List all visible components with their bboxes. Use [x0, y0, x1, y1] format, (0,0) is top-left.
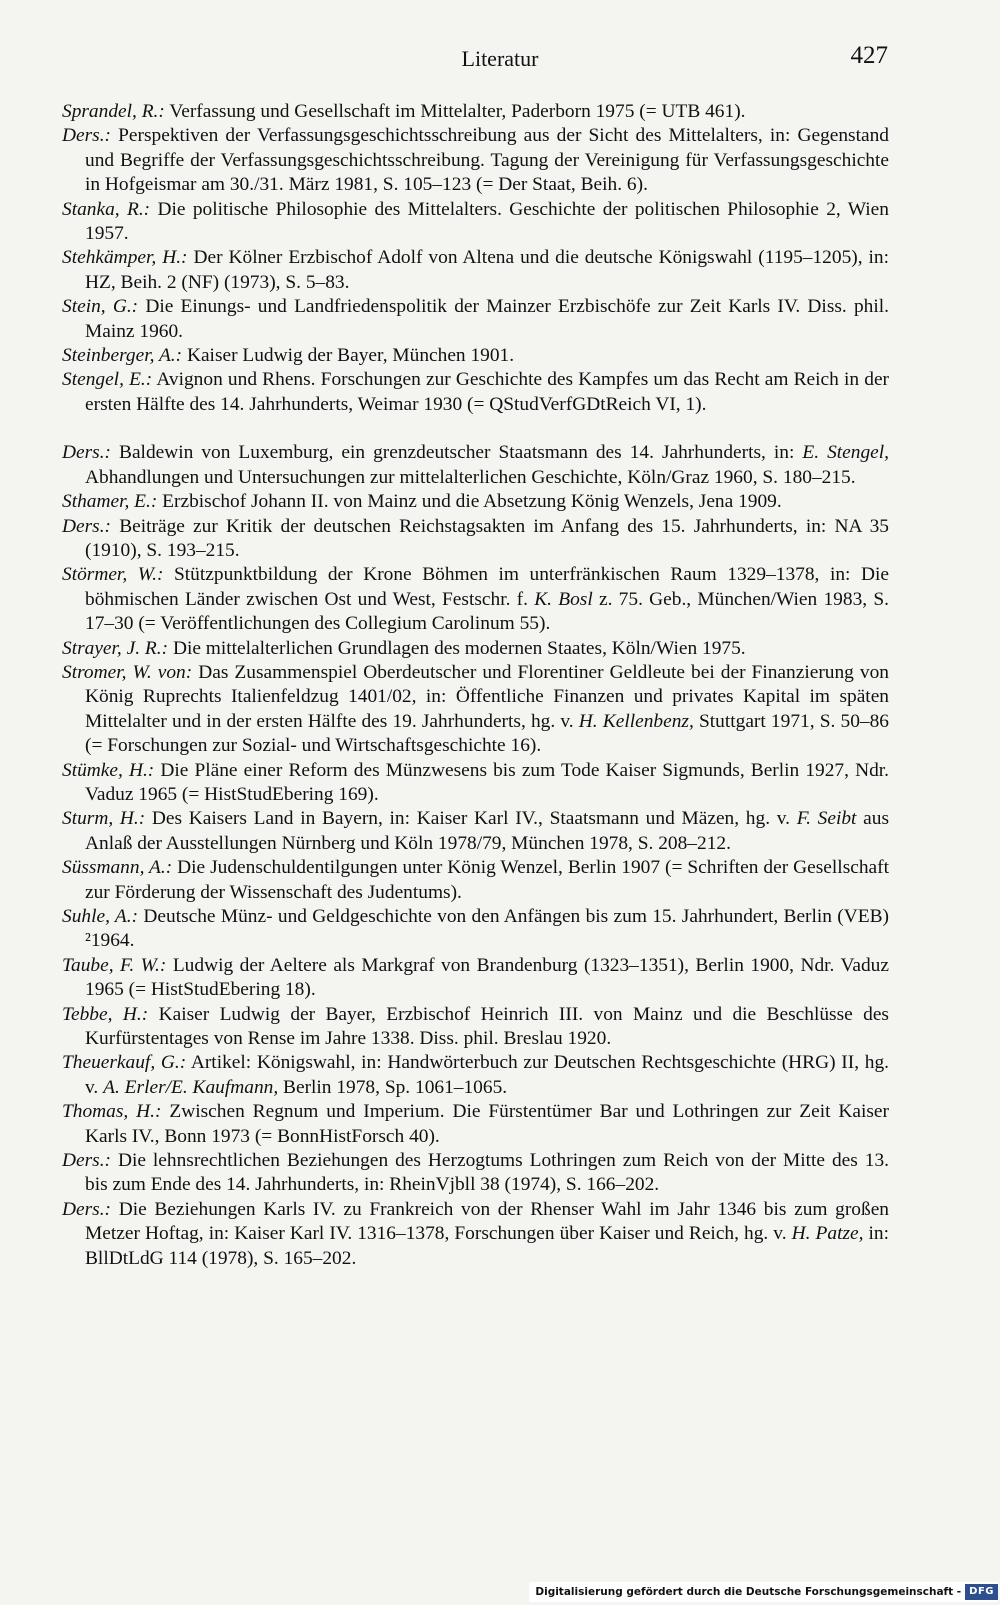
bibliography-entry [62, 661, 889, 759]
bibliography-entry [62, 515, 889, 564]
credit-text: Digitalisierung gefördert durch die Deutsche Forschungsgemeinschaft - [535, 1586, 962, 1598]
entry-editor: H. Kellenbenz, [578, 710, 694, 732]
entry-author: Ders.: [62, 1150, 112, 1172]
entry-text: Verfassung und Gesellschaft im Mittelalter, Paderborn 1975 (= UTB 461). [164, 101, 746, 122]
entry-author: Tebbe, H.: [62, 1003, 149, 1025]
entry-author: Taube, F. W.: [62, 954, 167, 976]
bibliography-entry [62, 905, 889, 954]
bibliography-entry [62, 1003, 889, 1052]
entry-text-cont: aus Anlaß der Ausstellungen Nürnberg und Köln 1978/79, München 1978, S. 208–212. [85, 808, 889, 854]
bibliography-entry [62, 344, 889, 368]
bibliography-entry [62, 856, 889, 905]
entry-editor: H. Patze, [791, 1223, 864, 1245]
bibliography-entry [62, 100, 889, 124]
entry-author: Sthamer, E.: [62, 491, 158, 513]
entry-text: Das Zusammenspiel Oberdeutscher und Florentiner Geldleute bei der Finanzierung von König Ruprechts Italienfeldzug 1401/02, in: Öffentliche Finanzen und privates Kapital im späten Mittelalter und in der ersten Hälfte des 19. Jahrhunderts, hg. v. [85, 661, 889, 732]
entry-text: Kaiser Ludwig der Bayer, München 1901. [182, 345, 515, 367]
dfg-logo-icon: DFG [965, 1584, 998, 1600]
entry-author: Ders.: [62, 1198, 112, 1220]
bibliography-entry [62, 1149, 889, 1198]
entry-text-cont: in: BllDtLdG 114 (1978), S. 165–202. [85, 1223, 889, 1269]
bibliography-entry [62, 246, 889, 295]
entry-text-cont: Stuttgart 1971, S. 50–86 (= Forschungen zur Sozial- und Wirtschaftsgeschichte 16). [85, 710, 889, 757]
entry-text: Artikel: Königswahl, in: Handwörterbuch zur Deutschen Rechtsgeschichte (HRG) II, hg. v. [85, 1052, 889, 1098]
page-header [0, 40, 1000, 80]
entry-author: Ders.: [62, 515, 112, 537]
entry-text: Die lehnsrechtlichen Beziehungen des Herzogtums Lothringen zum Reich von der Mitte des 13. bis zum Ende des 14. Jahrhunderts, in: RheinVjbll 38 (1974), S. 166–202. [85, 1150, 889, 1196]
entry-author: Thomas, H.: [62, 1101, 162, 1123]
entry-author: Stengel, E.: [62, 369, 153, 391]
entry-author: Süssmann, A.: [62, 857, 173, 879]
entry-author: Sprandel, R.: [62, 101, 165, 122]
bibliography-entry [62, 759, 889, 808]
entry-text: Beiträge zur Kritik der deutschen Reichstagsakten im Anfang des 15. Jahrhunderts, in: NA 35 (1910), S. 193–215. [85, 515, 889, 561]
digitization-credit [529, 1582, 998, 1602]
entry-text: Perspektiven der Verfassungsgeschichtsschreibung aus der Sicht des Mittelalters, in: Gegenstand und Begriffe der Verfassungsgeschichtsschreibung. Tagung der Vereinigung für Verfassungsgeschichte in Hofgeismar am 30./31. März 1981, S. 105–123 (= Der Staat, Beih. 6). [85, 125, 889, 196]
entry-author: Suhle, A.: [62, 906, 139, 927]
bibliography-entry [62, 441, 889, 490]
entry-text: Erzbischof Johann II. von Mainz und die Absetzung König Wenzels, Jena 1909. [157, 491, 782, 513]
entry-text: Baldewin von Luxemburg, ein grenzdeutscher Staatsmann des 14. Jahrhunderts, in: [111, 442, 803, 464]
entry-author: Sturm, H.: [62, 808, 146, 830]
running-title: Literatur [461, 46, 539, 71]
entry-text: Die Judenschuldentilgungen unter König Wenzel, Berlin 1907 (= Schriften der Gesellschaft zur Förderung der Wissenschaft des Judentums). [85, 857, 889, 903]
bibliography-entry [62, 198, 889, 247]
entry-author: Ders.: [62, 442, 112, 464]
bibliography-entry [62, 1100, 889, 1149]
entry-text: Die mittelalterlichen Grundlagen des modernen Staates, Köln/Wien 1975. [168, 637, 746, 659]
entry-author: Theuerkauf, G.: [62, 1052, 187, 1074]
entry-text: Die Beziehungen Karls IV. zu Frankreich von der Rhenser Wahl im Jahr 1346 bis zum großen Metzer Hoftag, in: Kaiser Karl IV. 1316–1378, Forschungen über Kaiser und Reich, hg. v. [85, 1198, 889, 1245]
entry-author: Stanka, R.: [62, 198, 151, 220]
bibliography-entry [62, 563, 889, 636]
entry-text: Ludwig der Aeltere als Markgraf von Brandenburg (1323–1351), Berlin 1900, Ndr. Vaduz 1965 (= HistStudEbering 18). [85, 954, 889, 1001]
bibliography-entry [62, 807, 889, 856]
entry-author: Stümke, H.: [62, 759, 155, 781]
entry-editor: A. Erler/E. Kaufmann, [103, 1076, 279, 1098]
entry-editor: K. Bosl [534, 588, 593, 610]
entry-author: Stein, G.: [62, 296, 139, 318]
entry-text: Die Einungs- und Landfriedenspolitik der Mainzer Erzbischöfe zur Zeit Karls IV. Diss. phil. Mainz 1960. [85, 296, 889, 342]
bibliography-entry [62, 1051, 889, 1100]
entry-text: Die politische Philosophie des Mittelalters. Geschichte der politischen Philosophie 2, Wien 1957. [85, 198, 889, 245]
entry-editor: F. Seibt [796, 808, 857, 830]
bibliography-entry [62, 1198, 889, 1271]
bibliography-list [62, 100, 889, 1271]
bibliography-entry [62, 637, 889, 661]
entry-author: Stehkämper, H.: [62, 247, 188, 269]
entry-text: Kaiser Ludwig der Bayer, Erzbischof Heinrich III. von Mainz und die Beschlüsse des Kurfürstentages von Rense im Jahre 1338. Diss. phil. Breslau 1920. [85, 1003, 889, 1050]
entry-text: Deutsche Münz- und Geldgeschichte von den Anfängen bis zum 15. Jahrhundert, Berlin (VEB) ²1964. [85, 906, 889, 952]
entry-author: Störmer, W.: [62, 564, 164, 586]
entry-text: Stützpunktbildung der Krone Böhmen im unterfränkischen Raum 1329–1378, in: Die böhmischen Länder zwischen Ost und West, Festschr. f. [85, 564, 890, 610]
entry-text: Der Kölner Erzbischof Adolf von Altena und die deutsche Königswahl (1195–1205), in: HZ, Beih. 2 (NF) (1973), S. 5–83. [85, 247, 890, 293]
entry-text-cont: Abhandlungen und Untersuchungen zur mittelalterlichen Geschichte, Köln/Graz 1960, S. 180–215. [85, 466, 856, 488]
entry-author: Strayer, J. R.: [62, 637, 169, 659]
bibliography-entry [62, 124, 889, 197]
entry-editor: E. Stengel, [802, 442, 889, 464]
entry-text: Zwischen Regnum und Imperium. Die Fürstentümer Bar und Lothringen zur Zeit Kaiser Karls IV., Bonn 1973 (= BonnHistForsch 40). [85, 1101, 889, 1147]
bibliography-entry [62, 295, 889, 344]
bibliography-entry [62, 954, 889, 1003]
bibliography-entry [62, 490, 889, 514]
entry-author: Stromer, W. von: [62, 661, 193, 683]
entry-text: Die Pläne einer Reform des Münzwesens bis zum Tode Kaiser Sigmunds, Berlin 1927, Ndr. Vaduz 1965 (= HistStudEbering 169). [85, 759, 889, 805]
entry-text: Avignon und Rhens. Forschungen zur Geschichte des Kampfes um das Recht am Reich in der ersten Hälfte des 14. Jahrhunderts, Weimar 1930 (= QStudVerfGDtReich VI, 1). [85, 369, 890, 415]
entry-text-cont: z. 75. Geb., München/Wien 1983, S. 17–30 (= Veröffentlichungen des Collegium Carolinum 55). [85, 588, 889, 635]
entry-author: Ders.: [62, 125, 112, 147]
entry-text-cont: Berlin 1978, Sp. 1061–1065. [278, 1076, 508, 1098]
entry-author: Steinberger, A.: [62, 345, 183, 367]
bibliography-entry [62, 368, 889, 417]
page-number: 427 [850, 42, 888, 69]
entry-text: Des Kaisers Land in Bayern, in: Kaiser Karl IV., Staatsmann und Mäzen, hg. v. [145, 808, 797, 830]
